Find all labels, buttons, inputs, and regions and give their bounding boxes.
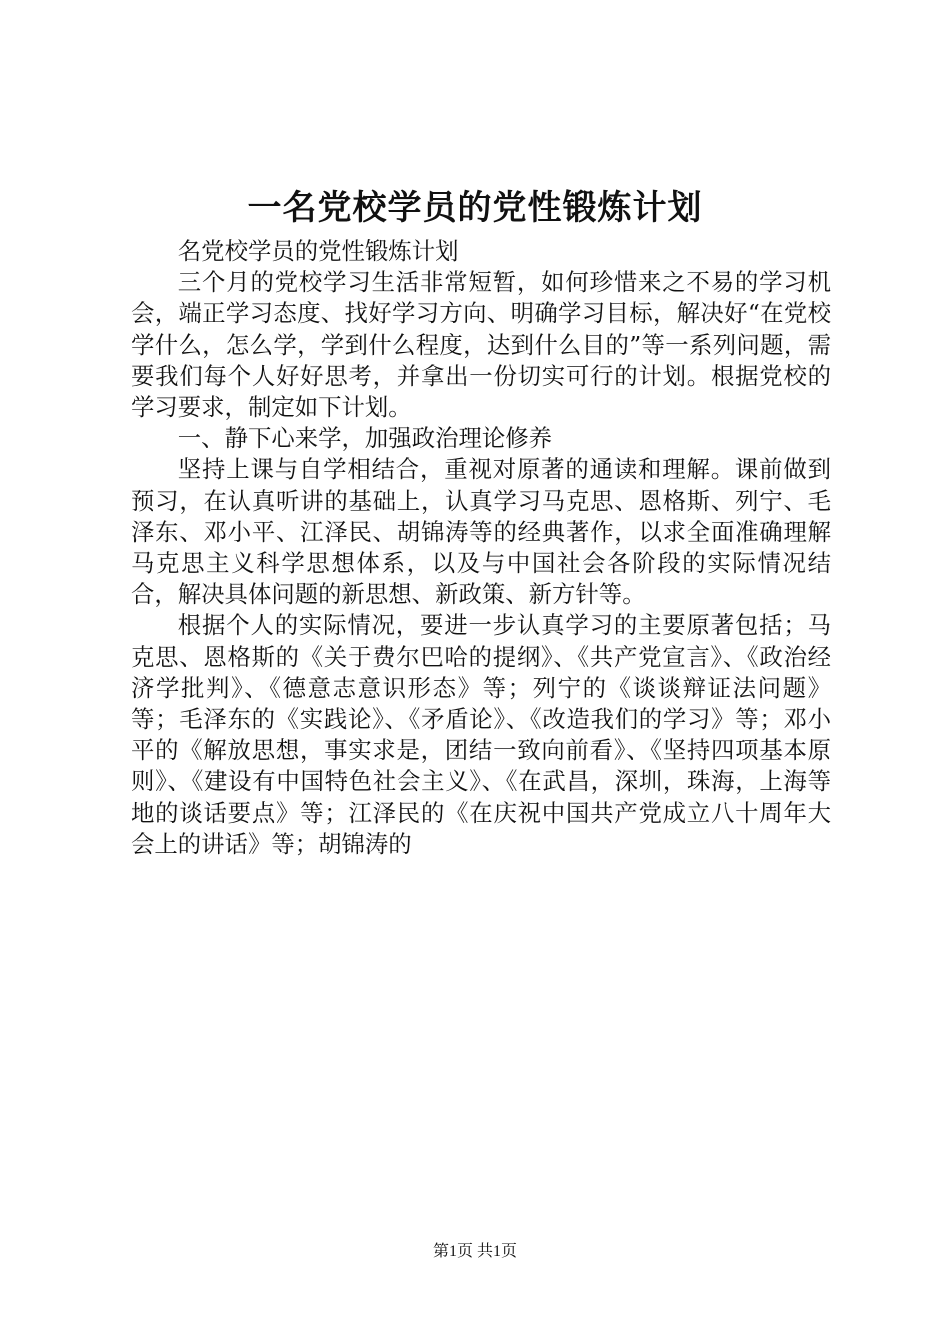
document-title: 一名党校学员的党性锻炼计划 — [247, 188, 703, 228]
paragraph-subtitle: 名党校学员的党性锻炼计划 — [177, 237, 459, 265]
paragraph-study-method: 坚持上课与自学相结合，重视对原著的通读和理解。课前做到预习，在认真听讲的基础上，认真学习马克思、恩格斯、列宁、毛泽东、邓小平、江泽民、胡锦涛等的经典著作，以求全面准确理解马克思主义科学思想体系，以及与中国社会各阶段的实际情况结合，解决具体问题的新思想、新政策、新方针等。 — [131, 455, 831, 609]
document-body — [131, 236, 831, 860]
paragraph-intro: 三个月的党校学习生活非常短暂，如何珍惜来之不易的学习机会，端正学习态度、找好学习方向、明确学习目标，解决好“在党校学什么，怎么学，学到什么程度，达到什么目的”等一系列问题，需要我们每个人好好思考，并拿出一份切实可行的计划。根据党校的学习要求，制定如下计划。 — [131, 268, 831, 422]
section-heading-1: 一、静下心来学，加强政治理论修养 — [177, 424, 553, 453]
paragraph-reading-list: 根据个人的实际情况，要进一步认真学习的主要原著包括；马克思、恩格斯的《关于费尔巴哈的提纲》、《共产党宣言》、《政治经济学批判》、《德意志意识形态》等；列宁的《谈谈辩证法问题》等；毛泽东的《实践论》、《矛盾论》、《改造我们的学习》等；邓小平的《解放思想，事实求是，团结一致向前看》、《坚持四项基本原则》、《建设有中国特色社会主义》、《在武昌，深圳，珠海，上海等地的谈话要点》等；江泽民的《在庆祝中国共产党成立八十周年大会上的讲话》等；胡锦涛的 — [131, 611, 831, 858]
page-footer: 第1页 共1页 — [432, 1243, 517, 1260]
